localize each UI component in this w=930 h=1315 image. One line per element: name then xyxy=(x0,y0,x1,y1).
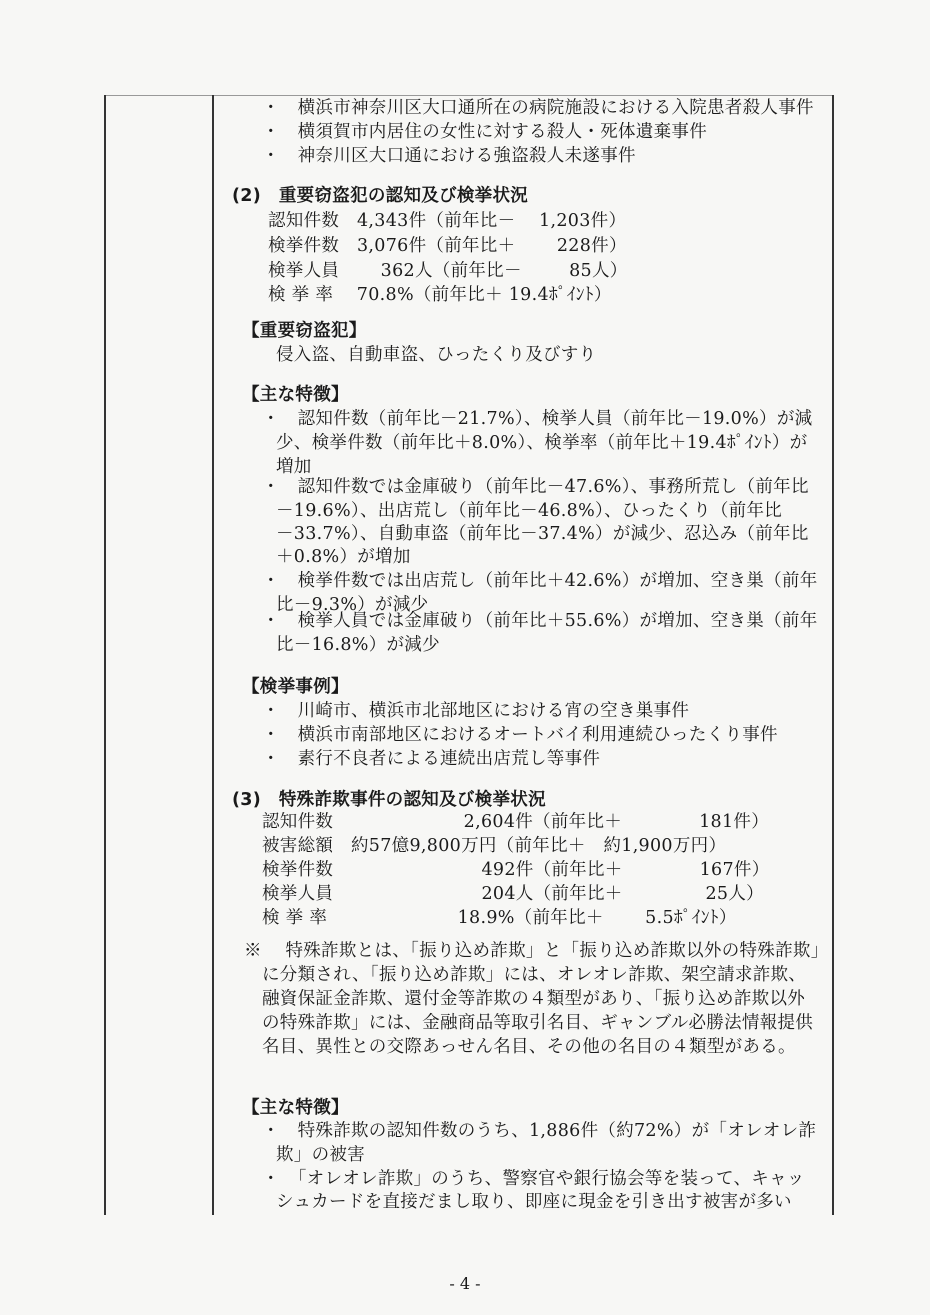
text-line: (3) 特殊詐欺事件の認知及び検挙状況 xyxy=(232,790,546,810)
text-line: ・ 認知件数では金庫破り（前年比－47.6%）、事務所荒し（前年比 xyxy=(262,477,809,497)
page-number: - 4 - xyxy=(449,1274,481,1293)
text-line: 比－9.3%）が減少 xyxy=(276,595,429,615)
text-line: 【主な特徴】 xyxy=(242,1098,349,1118)
text-line: 【重要窃盗犯】 xyxy=(242,321,367,341)
text-line: 検 挙 率 70.8%（前年比＋ 19.4ﾎﾟｲﾝﾄ） xyxy=(268,285,612,305)
text-line: 被害総額 約57億9,800万円（前年比＋ 約1,900万円） xyxy=(262,836,727,856)
text-line: 欺」の被害 xyxy=(276,1145,365,1165)
frame-left-rule xyxy=(104,95,106,1215)
text-line: ・ 横浜市南部地区におけるオートバイ利用連続ひったくり事件 xyxy=(262,725,778,745)
text-line: 侵入盗、自動車盗、ひったくり及びすり xyxy=(276,345,597,365)
text-line: ・ 検挙人員では金庫破り（前年比＋55.6%）が増加、空き巣（前年 xyxy=(262,611,818,631)
text-line: 検 挙 率 18.9%（前年比＋ 5.5ﾎﾟｲﾝﾄ） xyxy=(262,908,737,928)
text-line: の特殊詐欺」には、金融商品等取引名目、ギャンブル必勝法情報提供 xyxy=(262,1013,814,1033)
text-line: (2) 重要窃盗犯の認知及び検挙状況 xyxy=(232,186,529,206)
text-line: ・ 検挙件数では出店荒し（前年比＋42.6%）が増加、空き巣（前年 xyxy=(262,571,818,591)
text-line: ・ 「オレオレ詐欺」のうち、警察官や銀行協会等を装って、キャッ xyxy=(262,1169,805,1189)
frame-right-rule xyxy=(832,95,834,1215)
text-line: 認知件数 2,604件（前年比＋ 181件） xyxy=(262,812,770,832)
text-line: 検挙件数 492件（前年比＋ 167件） xyxy=(262,860,770,880)
text-line: ・ 神奈川区大口通における強盗殺人未遂事件 xyxy=(262,146,636,166)
text-line: 少、検挙件数（前年比＋8.0%）、検挙率（前年比＋19.4ﾎﾟｲﾝﾄ）が xyxy=(276,433,808,453)
text-line: 認知件数 4,343件（前年比－ 1,203件） xyxy=(268,211,627,231)
text-line: 名目、異性との交際あっせん名目、その他の名目の４類型がある。 xyxy=(262,1037,796,1057)
text-line: ・ 認知件数（前年比－21.7%）、検挙人員（前年比－19.0%）が減 xyxy=(262,409,813,429)
text-line: －19.6%）、出店荒し（前年比－46.8%）、ひったくり（前年比 xyxy=(276,501,783,521)
text-line: 増加 xyxy=(276,457,312,477)
text-line: ・ 川崎市、横浜市北部地区における宵の空き巣事件 xyxy=(262,701,690,721)
text-line: 【主な特徴】 xyxy=(242,385,349,405)
text-line: 比－16.8%）が減少 xyxy=(276,635,440,655)
text-line: 検挙件数 3,076件（前年比＋ 228件） xyxy=(268,236,627,256)
text-line: ・ 素行不良者による連続出店荒し等事件 xyxy=(262,749,601,769)
text-line: 検挙人員 204人（前年比＋ 25人） xyxy=(262,884,764,904)
text-line: ・ 横須賀市内居住の女性に対する殺人・死体遺棄事件 xyxy=(262,122,707,142)
text-line: ＋0.8%）が増加 xyxy=(276,547,411,567)
text-line: 検挙人員 362人（前年比－ 85人） xyxy=(268,261,628,281)
text-line: ※ 特殊詐欺とは、「振り込め詐欺」と「振り込め詐欺以外の特殊詐欺」 xyxy=(244,941,829,961)
frame-inner-rule xyxy=(212,95,214,1215)
text-line: 【検挙事例】 xyxy=(242,677,349,697)
text-line: シュカードを直接だまし取り、即座に現金を引き出す被害が多い xyxy=(276,1192,792,1212)
text-line: ・ 横浜市神奈川区大口通所在の病院施設における入院患者殺人事件 xyxy=(262,98,814,118)
text-line: ・ 特殊詐欺の認知件数のうち、1,886件（約72%）が「オレオレ詐 xyxy=(262,1121,817,1141)
text-line: に分類され、「振り込め詐欺」には、オレオレ詐欺、架空請求詐欺、 xyxy=(262,965,807,985)
text-line: 融資保証金詐欺、還付金等詐欺の４類型があり、「振り込め詐欺以外 xyxy=(262,989,806,1009)
text-line: －33.7%）、自動車盗（前年比－37.4%）が減少、忍込み（前年比 xyxy=(276,524,809,544)
